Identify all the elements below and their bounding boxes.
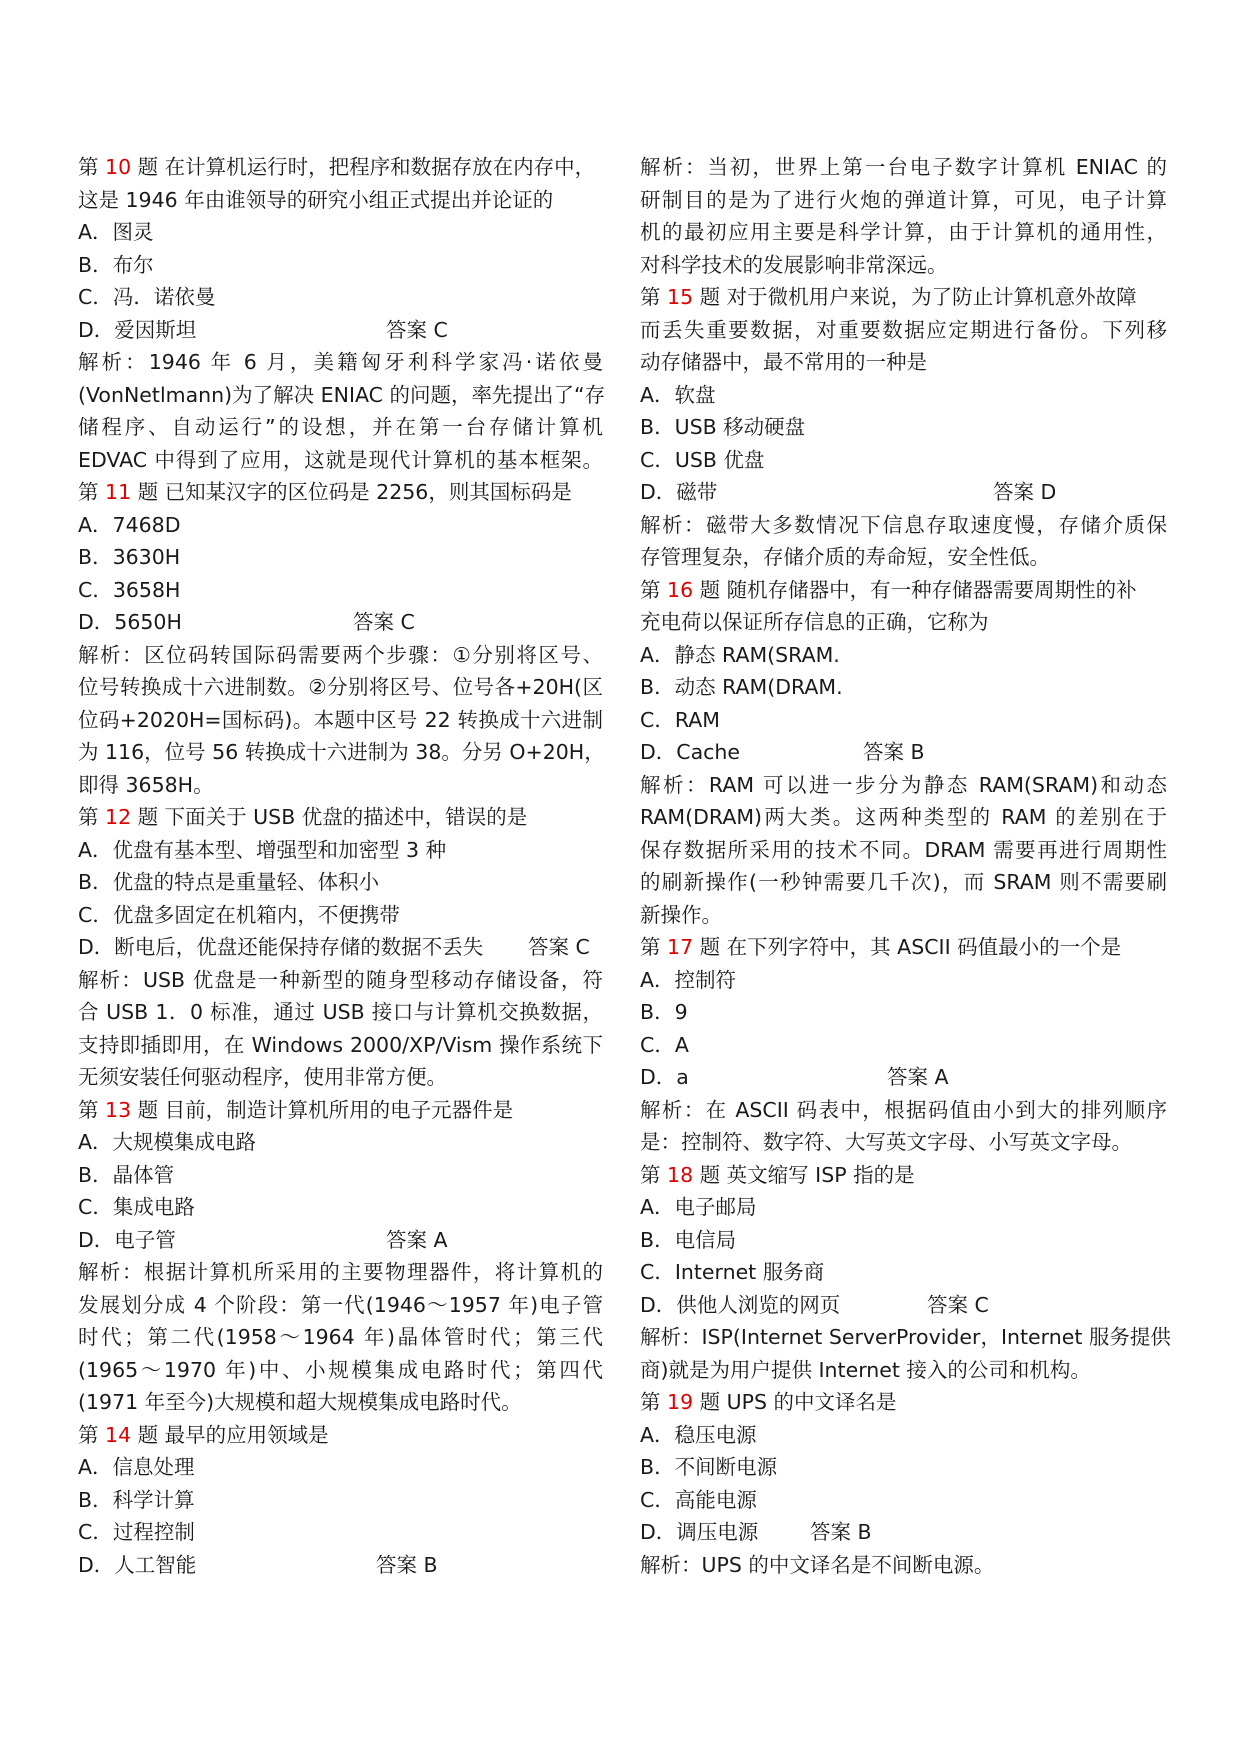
option-with-answer bbox=[640, 736, 1167, 769]
text-line: C．优盘多固定在机箱内，不便携带 bbox=[78, 902, 400, 927]
text-line: A．7468D bbox=[78, 512, 181, 537]
answer-label: 答案 C bbox=[528, 935, 590, 959]
answer-label: 答案 A bbox=[386, 1227, 448, 1252]
right-column bbox=[640, 151, 1171, 1581]
text-line: B．不间断电源 bbox=[640, 1455, 778, 1479]
text-line: A．稳压电源 bbox=[640, 1422, 757, 1447]
option-with-answer bbox=[640, 1516, 1167, 1549]
question-heading bbox=[640, 931, 1167, 964]
explanation-line: 位号转换成十六进制数。②分别将区号、位号各+20H(区 bbox=[78, 675, 603, 699]
option-with-answer bbox=[78, 1224, 603, 1257]
question-heading bbox=[78, 1094, 603, 1127]
question-number: 11 bbox=[105, 480, 132, 504]
text-line: B．9 bbox=[640, 1000, 688, 1024]
question-text: 题 UPS 的中文译名是 bbox=[693, 1390, 897, 1414]
explanation-line: 机的最初应用主要是科学计算，由于计算机的通用性， bbox=[640, 220, 1167, 244]
question-text: 题 随机存储器中，有一种存储器需要周期性的补 bbox=[693, 577, 1137, 602]
text-line: C．冯．诺依曼 bbox=[78, 285, 216, 309]
question-prefix: 第 bbox=[78, 1097, 106, 1122]
explanation-line: 位码+2020H=国标码)。本题中区号 22 转换成十六进制 bbox=[78, 707, 603, 732]
option-text: D．调压电源 bbox=[640, 1520, 759, 1544]
text-line: C．集成电路 bbox=[78, 1195, 195, 1219]
explanation-line: RAM(DRAM)两大类。这两种类型的 RAM 的差别在于 bbox=[640, 805, 1167, 829]
option-with-answer bbox=[78, 606, 603, 639]
text-line: 商)就是为用户提供 Internet 接入的公司和机构。 bbox=[640, 1357, 1091, 1382]
answer-label: 答案 D bbox=[993, 480, 1057, 504]
option-text: D．电子管 bbox=[78, 1227, 176, 1252]
text-line: B．科学计算 bbox=[78, 1487, 195, 1512]
text-line: A．静态 RAM(SRAM. bbox=[640, 642, 840, 667]
question-prefix: 第 bbox=[640, 935, 668, 959]
option-text: D．断电后，优盘还能保持存储的数据不丢失 bbox=[78, 935, 484, 959]
answer-label: 答案 B bbox=[863, 740, 925, 764]
option-text: D．Cache bbox=[640, 740, 741, 764]
question-heading bbox=[78, 476, 603, 509]
text-line: C．Internet 服务商 bbox=[640, 1260, 825, 1284]
explanation-line: 发展划分成 4 个阶段：第一代(1946～1957 年)电子管 bbox=[78, 1292, 603, 1317]
text-line: A．软盘 bbox=[640, 382, 716, 407]
explanation-line: 保存数据所采用的技术不同。DRAM 需要再进行周期性 bbox=[640, 837, 1167, 862]
question-number: 17 bbox=[667, 935, 694, 959]
question-number: 12 bbox=[105, 805, 132, 829]
text-line: 无须安装任何驱动程序，使用非常方便。 bbox=[78, 1065, 447, 1089]
question-text: 题 对于微机用户来说，为了防止计算机意外故障 bbox=[693, 285, 1137, 309]
explanation-line: 为 116，位号 56 转换成十六进制为 38。分另 O+20H， bbox=[78, 740, 605, 764]
explanation-line: 解析：RAM 可以进一步分为静态 RAM(SRAM)和动态 bbox=[640, 772, 1167, 797]
text-line: 解析：UPS 的中文译名是不间断电源。 bbox=[640, 1552, 995, 1577]
option-with-answer bbox=[78, 931, 603, 964]
answer-label: 答案 C bbox=[927, 1292, 989, 1317]
question-number: 15 bbox=[667, 285, 694, 309]
option-text: D．爱因斯坦 bbox=[78, 317, 197, 342]
text-line: C．过程控制 bbox=[78, 1520, 195, 1544]
text-line: B．晶体管 bbox=[78, 1162, 175, 1187]
explanation-line: 解析：在 ASCII 码表中，根据码值由小到大的排列顺序 bbox=[640, 1097, 1167, 1122]
text-line: C．USB 优盘 bbox=[640, 447, 765, 472]
question-number: 13 bbox=[105, 1097, 132, 1122]
option-text: D．5650H bbox=[78, 610, 182, 634]
question-heading bbox=[640, 574, 1167, 607]
answer-label: 答案 A bbox=[887, 1065, 949, 1089]
explanation-line: 支持即插即用，在 Windows 2000/XP/Vism 操作系统下 bbox=[78, 1032, 603, 1057]
question-prefix: 第 bbox=[78, 155, 106, 179]
text-line: 是：控制符、数字符、大写英文字母、小写英文字母。 bbox=[640, 1130, 1132, 1154]
text-line: C．3658H bbox=[78, 577, 181, 602]
question-prefix: 第 bbox=[640, 577, 668, 602]
question-text: 题 下面关于 USB 优盘的描述中，错误的是 bbox=[131, 805, 528, 829]
text-line: B．3630H bbox=[78, 545, 181, 569]
answer-label: 答案 B bbox=[376, 1552, 438, 1577]
explanation-line: 解析：磁带大多数情况下信息存取速度慢，存储介质保 bbox=[640, 512, 1167, 537]
question-number: 14 bbox=[105, 1422, 132, 1447]
question-prefix: 第 bbox=[640, 1390, 668, 1414]
option-text: D．a bbox=[640, 1065, 689, 1089]
explanation-line: (1965～1970 年)中、小规模集成电路时代；第四代 bbox=[78, 1357, 603, 1382]
text-line: 这是 1946 年由谁领导的研究小组正式提出并论证的 bbox=[78, 187, 554, 212]
question-heading bbox=[78, 801, 603, 834]
option-with-answer bbox=[78, 314, 603, 347]
text-line: C．高能电源 bbox=[640, 1487, 757, 1512]
option-text: D．磁带 bbox=[640, 480, 718, 504]
question-text: 题 目前，制造计算机所用的电子元器件是 bbox=[131, 1097, 514, 1122]
option-with-answer bbox=[78, 1549, 603, 1582]
text-line: A．优盘有基本型、增强型和加密型 3 种 bbox=[78, 837, 447, 862]
text-line: C．A bbox=[640, 1032, 689, 1057]
explanation-line: 而丢失重要数据，对重要数据应定期进行备份。下列移 bbox=[640, 317, 1167, 342]
question-text: 题 英文缩写 ISP 指的是 bbox=[693, 1162, 915, 1187]
question-heading bbox=[78, 1419, 603, 1452]
explanation-line: 解析：根据计算机所采用的主要物理器件，将计算机的 bbox=[78, 1260, 603, 1284]
text-line: B．电信局 bbox=[640, 1227, 737, 1252]
explanation-line: 解析：区位码转国际码需要两个步骤：①分别将区号、 bbox=[78, 642, 603, 667]
question-heading bbox=[640, 1386, 1167, 1419]
question-text: 题 已知某汉字的区位码是 2256，则其国标码是 bbox=[131, 480, 572, 504]
text-line: (1971 年至今)大规模和超大规模集成电路时代。 bbox=[78, 1390, 522, 1414]
explanation-line: 储程序、自动运行”的设想，并在第一台存储计算机 bbox=[78, 415, 603, 439]
question-prefix: 第 bbox=[78, 805, 106, 829]
text-line: 新操作。 bbox=[640, 902, 722, 927]
text-line: B．布尔 bbox=[78, 252, 154, 277]
text-line: A．图灵 bbox=[78, 220, 154, 244]
text-line: B．优盘的特点是重量轻、体积小 bbox=[78, 870, 380, 894]
option-text: D．人工智能 bbox=[78, 1552, 197, 1577]
text-line: B．USB 移动硬盘 bbox=[640, 415, 806, 439]
explanation-line: 解析：USB 优盘是一种新型的随身型移动存储设备，符 bbox=[78, 967, 603, 992]
question-text: 题 在计算机运行时，把程序和数据存放在内存中， bbox=[131, 155, 596, 179]
left-column bbox=[78, 151, 606, 1581]
option-with-answer bbox=[640, 1289, 1167, 1322]
explanation-line: 合 USB 1．0 标准，通过 USB 接口与计算机交换数据， bbox=[78, 1000, 603, 1024]
option-with-answer bbox=[640, 476, 1167, 509]
explanation-line: 的刷新操作(一秒钟需要几千次)，而 SRAM 则不需要刷 bbox=[640, 870, 1167, 894]
text-line: A．信息处理 bbox=[78, 1455, 195, 1479]
answer-label: 答案 B bbox=[810, 1520, 872, 1544]
question-number: 10 bbox=[105, 155, 132, 179]
text-line: 充电荷以保证所存信息的正确，它称为 bbox=[640, 610, 989, 634]
question-heading bbox=[640, 1159, 1167, 1192]
question-text: 题 最早的应用领域是 bbox=[131, 1422, 329, 1447]
question-prefix: 第 bbox=[640, 285, 668, 309]
explanation-line: 解析：当初，世界上第一台电子数字计算机 ENIAC 的 bbox=[640, 155, 1167, 179]
explanation-line: EDVAC 中得到了应用，这就是现代计算机的基本框架。 bbox=[78, 447, 603, 472]
text-line: 对科学技术的发展影响非常深远。 bbox=[640, 252, 948, 277]
question-number: 19 bbox=[667, 1390, 694, 1414]
option-text: D．供他人浏览的网页 bbox=[640, 1292, 841, 1317]
explanation-line: (VonNetlmann)为了解决 ENIAC 的问题，率先提出了“存 bbox=[78, 382, 606, 407]
text-line: A．大规模集成电路 bbox=[78, 1130, 257, 1154]
answer-label: 答案 C bbox=[386, 317, 448, 342]
text-line: 动存储器中，最不常用的一种是 bbox=[640, 350, 927, 374]
question-prefix: 第 bbox=[78, 1422, 106, 1447]
text-line: 即得 3658H。 bbox=[78, 772, 214, 797]
question-number: 18 bbox=[667, 1162, 694, 1187]
question-text: 题 在下列字符中，其 ASCII 码值最小的一个是 bbox=[693, 935, 1122, 959]
text-line: 存管理复杂，存储介质的寿命短，安全性低。 bbox=[640, 545, 1050, 569]
explanation-line: 时代；第二代(1958～1964 年)晶体管时代；第三代 bbox=[78, 1325, 603, 1349]
text-line: A．控制符 bbox=[640, 967, 737, 992]
explanation-line: 研制目的是为了进行火炮的弹道计算，可见，电子计算 bbox=[640, 187, 1167, 212]
text-line: B．动态 RAM(DRAM. bbox=[640, 675, 843, 699]
text-line: C．RAM bbox=[640, 707, 720, 732]
explanation-line: 解析：ISP(Internet ServerProvider，Internet 服务提供 bbox=[640, 1325, 1171, 1349]
question-heading bbox=[78, 151, 603, 184]
question-prefix: 第 bbox=[78, 480, 106, 504]
answer-label: 答案 C bbox=[353, 610, 415, 634]
text-line: A．电子邮局 bbox=[640, 1195, 757, 1219]
question-prefix: 第 bbox=[640, 1162, 668, 1187]
option-with-answer bbox=[640, 1061, 1167, 1094]
question-heading bbox=[640, 281, 1167, 314]
question-number: 16 bbox=[667, 577, 694, 602]
explanation-line: 解析：1946 年 6 月，美籍匈牙利科学家冯·诺依曼 bbox=[78, 350, 603, 374]
